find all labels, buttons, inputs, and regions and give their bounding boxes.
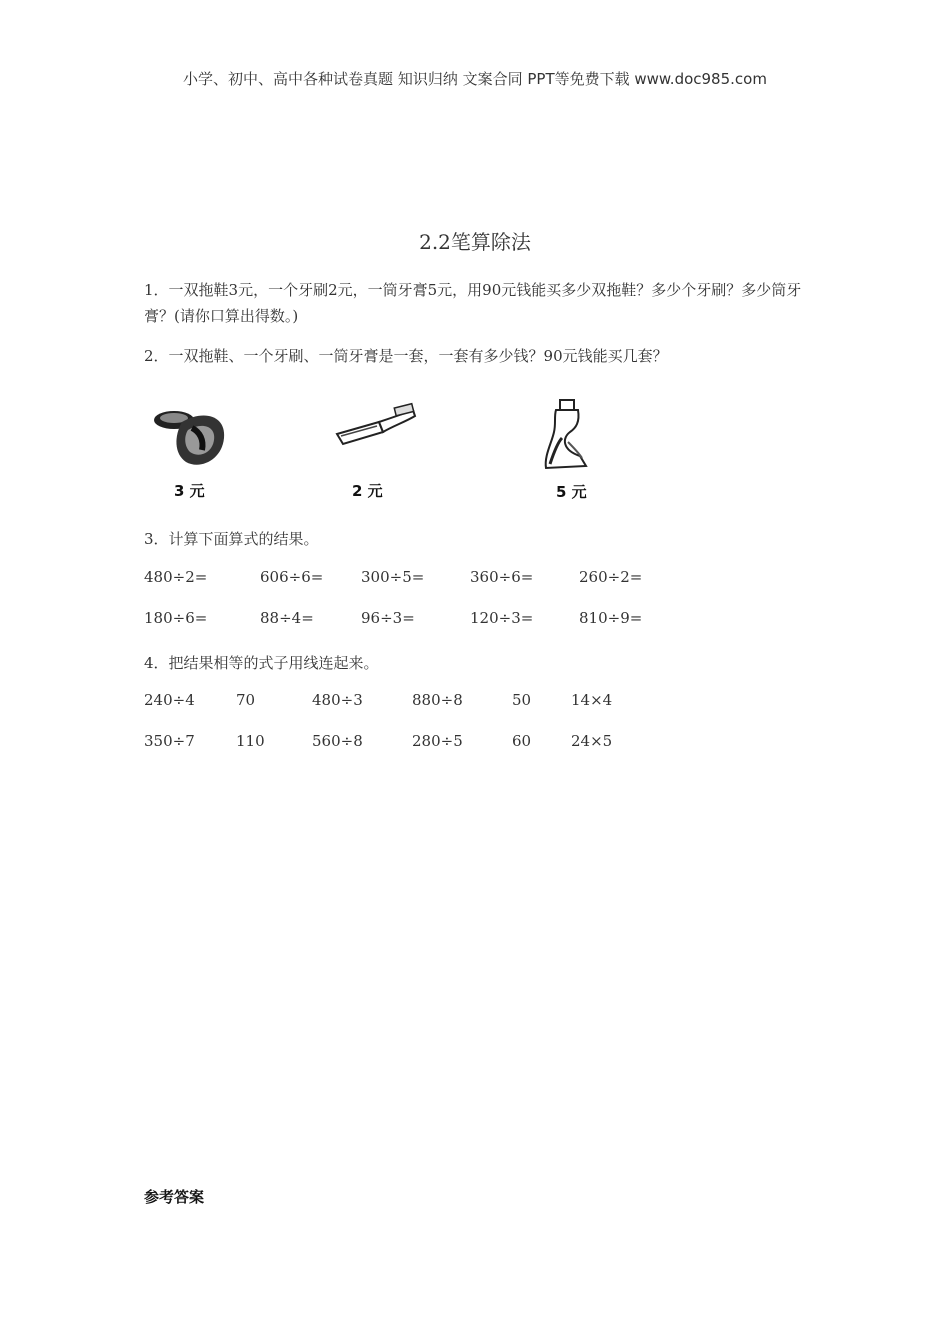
slipper-icon bbox=[152, 400, 232, 472]
question-3: 3．计算下面算式的结果。 bbox=[144, 530, 319, 548]
toothbrush-icon bbox=[333, 402, 419, 450]
q3-expression: 88÷4= bbox=[260, 609, 314, 627]
q4-item: 560÷8 bbox=[312, 732, 363, 750]
toothpaste-price: 5 元 bbox=[556, 483, 587, 501]
question-4: 4．把结果相等的式子用线连起来。 bbox=[144, 654, 379, 672]
q4-item: 280÷5 bbox=[412, 732, 463, 750]
q4-item: 880÷8 bbox=[412, 691, 463, 709]
q3-expression: 300÷5= bbox=[361, 568, 425, 586]
q4-item: 50 bbox=[512, 691, 532, 709]
page-header: 小学、初中、高中各种试卷真题 知识归纳 文案合同 PPT等免费下载 www.doc985.com bbox=[183, 70, 767, 88]
q4-item: 110 bbox=[236, 732, 265, 750]
q3-row-1 bbox=[0, 568, 950, 592]
q3-expression: 96÷3= bbox=[361, 609, 415, 627]
page-title: 2.2笔算除法 bbox=[419, 230, 531, 254]
q4-item: 350÷7 bbox=[144, 732, 195, 750]
q4-item: 24×5 bbox=[571, 732, 613, 750]
toothbrush-price: 2 元 bbox=[352, 482, 383, 500]
q4-item: 60 bbox=[512, 732, 532, 750]
toothpaste-icon bbox=[540, 398, 590, 472]
q3-row-2 bbox=[0, 609, 950, 633]
q4-item: 14×4 bbox=[571, 691, 613, 709]
q3-expression: 810÷9= bbox=[579, 609, 643, 627]
q3-expression: 360÷6= bbox=[470, 568, 534, 586]
q4-row-1 bbox=[0, 691, 950, 715]
q3-expression: 480÷2= bbox=[144, 568, 208, 586]
q4-item: 240÷4 bbox=[144, 691, 195, 709]
q3-expression: 120÷3= bbox=[470, 609, 534, 627]
q3-expression: 606÷6= bbox=[260, 568, 324, 586]
q4-item: 480÷3 bbox=[312, 691, 363, 709]
q4-item: 70 bbox=[236, 691, 256, 709]
q3-expression: 180÷6= bbox=[144, 609, 208, 627]
question-1: 1．一双拖鞋3元，一个牙刷2元，一筒牙膏5元，用90元钱能买多少双拖鞋？多少个牙刷？多少筒牙膏？(请你口算出得数。) bbox=[144, 281, 802, 325]
q4-row-2 bbox=[0, 732, 950, 756]
question-2: 2．一双拖鞋、一个牙刷、一筒牙膏是一套，一套有多少钱？90元钱能买几套？ bbox=[144, 347, 668, 365]
slipper-price: 3 元 bbox=[174, 482, 205, 500]
answer-heading: 参考答案 bbox=[144, 1188, 205, 1206]
q3-expression: 260÷2= bbox=[579, 568, 643, 586]
